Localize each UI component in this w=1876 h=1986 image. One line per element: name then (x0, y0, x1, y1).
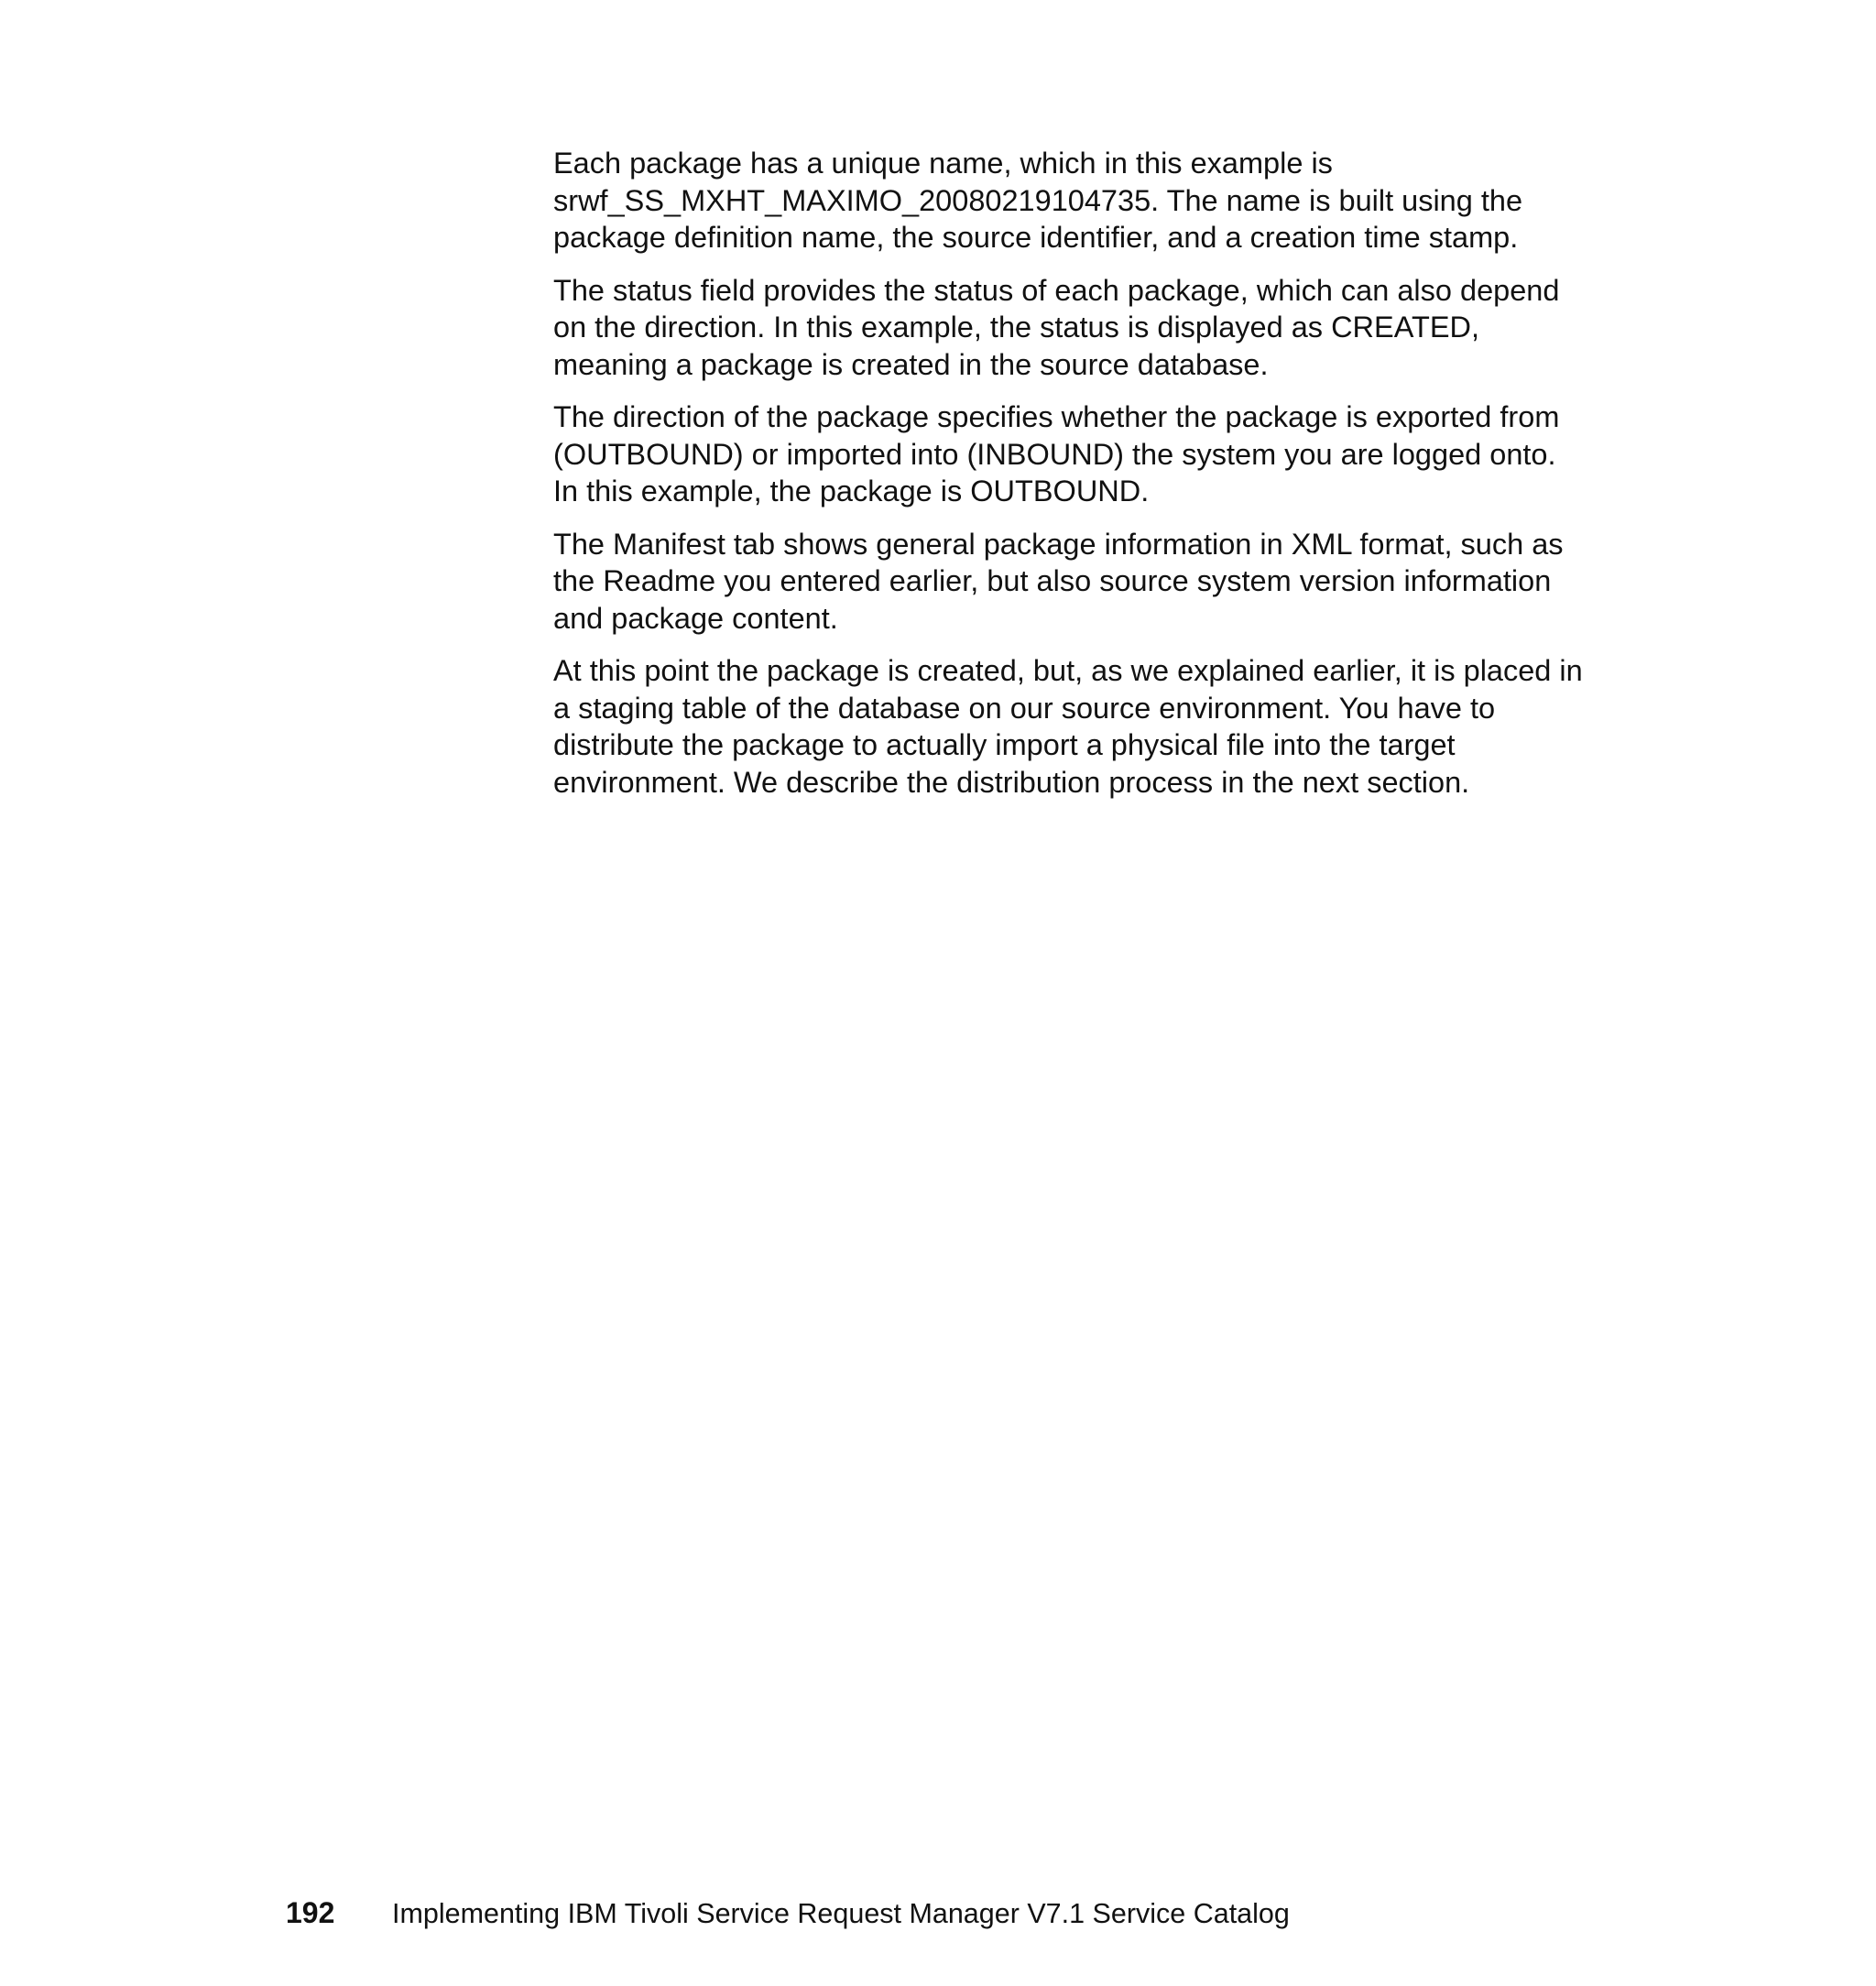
paragraph-package-name: Each package has a unique name, which in this example is srwf_SS_MXHT_MAXIMO_20080219104735. The name is built using the package definition name, the source identifier, and a creation time stamp. (553, 147, 1523, 254)
book-title: Implementing IBM Tivoli Service Request Manager V7.1 Service Catalog (392, 1898, 1290, 1929)
page-footer (286, 1896, 1290, 1937)
body-text (553, 145, 1625, 816)
paragraph-status-field: The status field provides the status of each package, which can also depend on the direction. In this example, the status is displayed as CREATED, meaning a package is created in the source database. (553, 273, 1560, 381)
paragraph-manifest-tab: The Manifest tab shows general package information in XML format, such as the Readme you entered earlier, but also source system version information and package content. (553, 527, 1564, 635)
paragraph-distribution: At this point the package is created, but, as we explained earlier, it is placed in a staging table of the database on our source environment. You have to distribute the package to actually import a physical file into the target environment. We describe the distribution process in the next section. (553, 654, 1583, 799)
paragraph-direction: The direction of the package specifies whether the package is exported from (OUTBOUND) or imported into (INBOUND) the system you are logged onto. In this example, the package is OUTBOUND. (553, 400, 1560, 507)
page-number: 192 (286, 1896, 335, 1929)
